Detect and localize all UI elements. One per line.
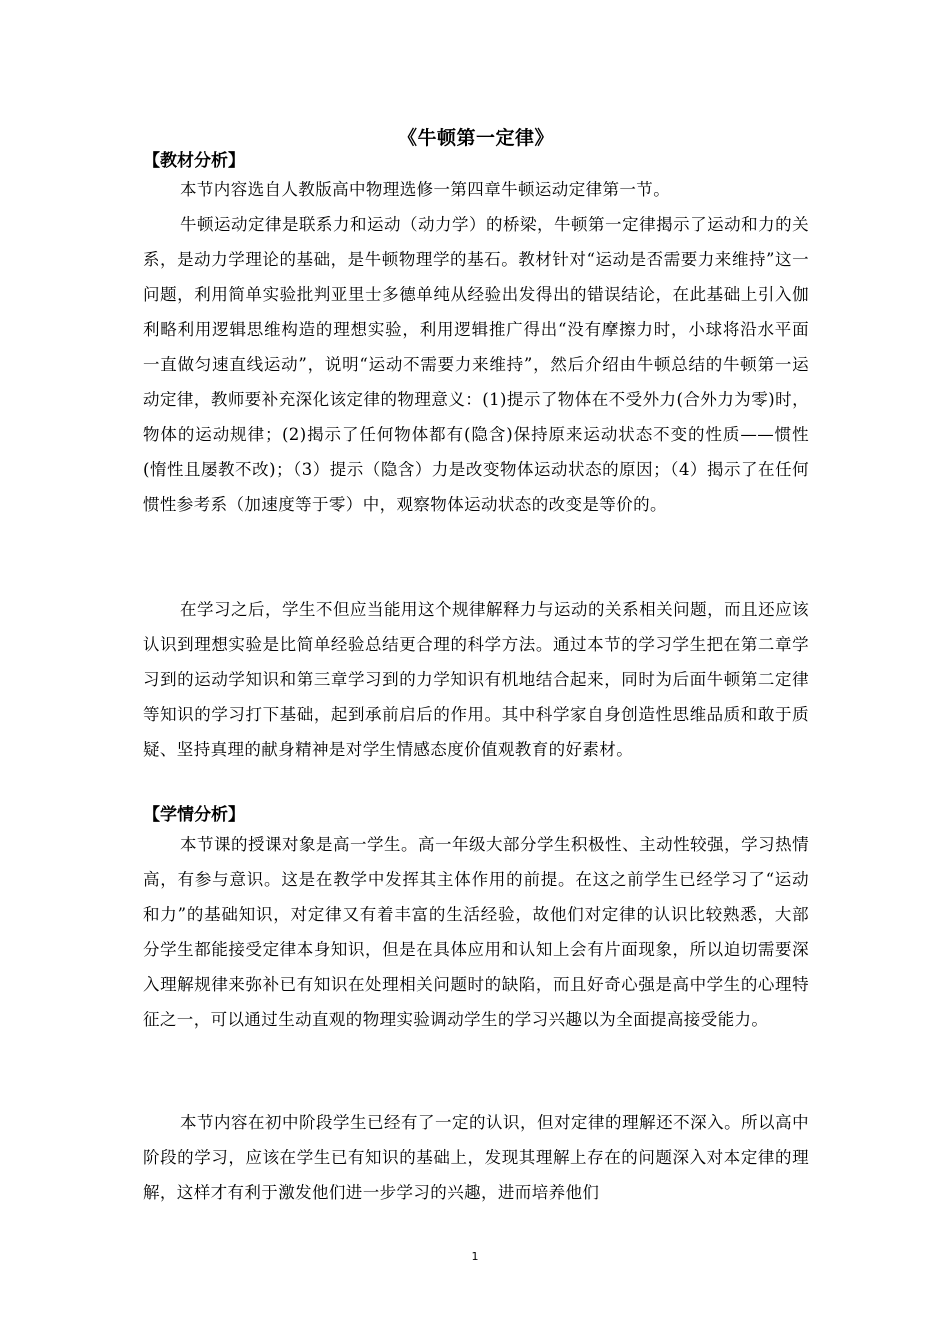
paragraph-student-prior-knowledge: 本节内容在初中阶段学生已经有了一定的认识，但对定律的理解还不深入。所以高中阶段的学习，应该在学生已有知识的基础上，发现其理解上存在的问题深入对本定律的理解，这样才有利于激发他们进一步学习的兴趣，进而培养他们 — [143, 1113, 809, 1202]
paragraph-textbook-intro: 本节内容选自人教版高中物理选修一第四章牛顿运动定律第一节。 — [180, 180, 671, 199]
document-title: 《牛顿第一定律》 — [397, 127, 554, 149]
paragraph-textbook-goals: 在学习之后，学生不但应当能用这个规律解释力与运动的关系相关问题，而且还应该认识到理想实验是比简单经验总结更合理的科学方法。通过本节的学习学生把在第二章学习到的运动学知识和第三章学习到的力学知识有机地结合起来，同时为后面牛顿第二定律等知识的学习打下基础，起到承前启后的作用。其中科学家自身创造性思维品质和敢于质疑、坚持真理的献身精神是对学生情感态度价值观教育的好素材。 — [143, 600, 809, 759]
paragraph-textbook-content: 牛顿运动定律是联系力和运动（动力学）的桥梁，牛顿第一定律揭示了运动和力的关系，是动力学理论的基础，是牛顿物理学的基石。教材针对“运动是否需要力来维持”这一问题，利用简单实验批判亚里士多德单纯从经验出发得出的错误结论，在此基础上引入伽利略利用逻辑思维构造的理想实验，利用逻辑推广得出“没有摩擦力时，小球将沿水平面一直做匀速直线运动”，说明“运动不需要力来维持”，然后介绍由牛顿总结的牛顿第一运动定律，教师要补充深化该定律的物理意义：(1)提示了物体在不受外力(合外力为零)时，物体的运动规律；(2)揭示了任何物体都有(隐含)保持原来运动状态不变的性质——惯性(惰性且屡教不改)；（3）提示（隐含）力是改变物体运动状态的原因；（4）揭示了在任何惯性参考系（加速度等于零）中，观察物体运动状态的改变是等价的。 — [143, 215, 809, 514]
section-heading-textbook-analysis: 【教材分析】 — [143, 151, 245, 171]
page-number: 1 — [471, 1250, 479, 1263]
section-heading-student-analysis: 【学情分析】 — [143, 805, 245, 825]
paragraph-student-profile: 本节课的授课对象是高一学生。高一年级大部分学生积极性、主动性较强，学习热情高，有参与意识。这是在教学中发挥其主体作用的前提。在这之前学生已经学习了“运动和力”的基础知识，对定律又有着丰富的生活经验，故他们对定律的认识比较熟悉，大部分学生都能接受定律本身知识，但是在具体应用和认知上会有片面现象，所以迫切需要深入理解规律来弥补已有知识在处理相关问题时的缺陷，而且好奇心强是高中学生的心理特征之一，可以通过生动直观的物理实验调动学生的学习兴趣以为全面提高接受能力。 — [143, 835, 809, 1029]
